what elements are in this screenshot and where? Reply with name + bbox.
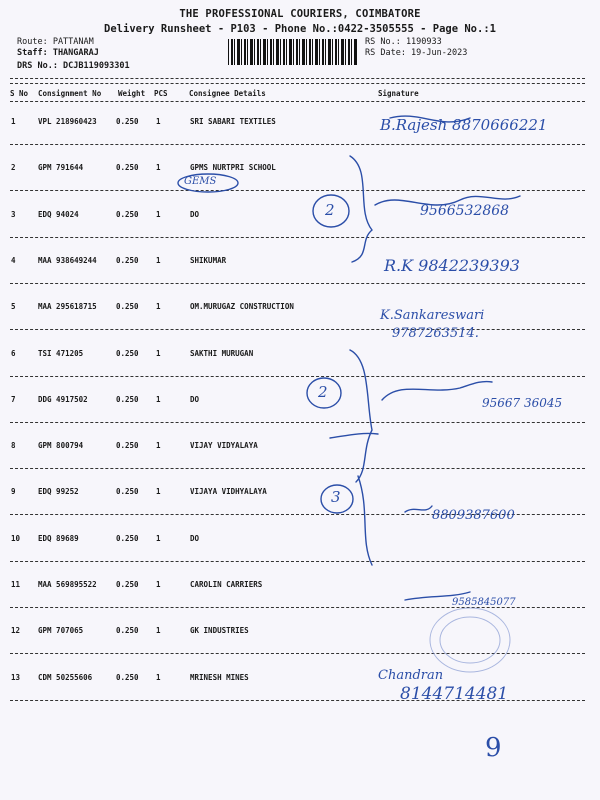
row-consignment-no: MAA 938649244 xyxy=(38,255,97,265)
runsheet-title: Delivery Runsheet - P103 - Phone No.:0422-3505555 - Page No.:1 xyxy=(104,23,496,35)
col-pcs-header: PCS xyxy=(154,89,168,98)
row-sno: 5 xyxy=(11,302,16,312)
row-consignment-no: DDG 4917502 xyxy=(38,394,88,404)
sig9-stroke xyxy=(405,506,432,512)
row-consignment-no: MAA 569895522 xyxy=(38,580,97,589)
signature-row-1: B.Rajesh 8870666221 xyxy=(380,116,548,134)
row-consignment-no: EDQ 99252 xyxy=(38,487,79,497)
signature-row-5-name: K.Sankareswari xyxy=(380,308,485,323)
col-sno-header: S No xyxy=(10,89,29,98)
row-weight: 0.250 xyxy=(116,302,139,312)
row-divider xyxy=(10,422,585,423)
row-consignment-no: VPL 218960423 xyxy=(38,117,97,126)
row-sno: 1 xyxy=(11,117,16,126)
row-consignment-no: GPM 800794 xyxy=(38,441,84,451)
row-divider xyxy=(10,283,585,284)
signature-row-5-phone: 9787263514. xyxy=(392,326,479,341)
gems-note: GEMS xyxy=(184,176,217,187)
row-weight: 0.250 xyxy=(116,533,139,543)
staff: Staff: THANGARAJ xyxy=(17,48,99,58)
row-weight: 0.250 xyxy=(116,348,139,358)
rs-number: RS No.: 1190933 xyxy=(365,37,442,47)
row-weight: 0.250 xyxy=(116,487,139,497)
row-consignee: OM.MURUGAZ CONSTRUCTION xyxy=(190,302,294,312)
row-consignment-no: MAA 295618715 xyxy=(38,302,97,312)
row-pcs: 1 xyxy=(156,394,161,404)
signature-row-11: 9585845077 xyxy=(452,597,516,608)
row-pcs: 1 xyxy=(156,302,161,312)
row-pcs: 1 xyxy=(156,163,161,173)
sig7-stroke xyxy=(382,382,492,400)
rubber-stamp xyxy=(430,608,510,672)
row-sno: 12 xyxy=(11,626,21,636)
row-divider xyxy=(10,653,585,654)
row-divider xyxy=(10,237,585,238)
circle-2a-label: 2 xyxy=(325,201,335,219)
company-name: THE PROFESSIONAL COURIERS, COIMBATORE xyxy=(179,8,421,20)
row-consignee: VIJAYA VIDHYALAYA xyxy=(190,487,267,497)
route: Route: PATTANAM xyxy=(17,37,94,47)
barcode xyxy=(228,39,358,65)
row-consignee: SAKTHI MURUGAN xyxy=(190,348,254,358)
row-weight: 0.250 xyxy=(116,117,139,126)
header-divider xyxy=(10,83,585,84)
row-consignee: SHIKUMAR xyxy=(190,255,227,265)
bracket-tail xyxy=(330,433,378,438)
signature-row-9: 8809387600 xyxy=(432,508,515,523)
row-pcs: 1 xyxy=(156,348,161,358)
row-pcs: 1 xyxy=(156,209,161,219)
signature-row-13-phone: 8144714481 xyxy=(400,684,509,704)
row-sno: 9 xyxy=(11,487,16,497)
row-divider xyxy=(10,376,585,377)
row-weight: 0.250 xyxy=(116,394,139,404)
row-sno: 7 xyxy=(11,394,16,404)
row-pcs: 1 xyxy=(156,255,161,265)
row-divider xyxy=(10,190,585,191)
row-consignment-no: GPM 791644 xyxy=(38,163,84,173)
row-sno: 13 xyxy=(11,672,21,682)
circle-3-label: 3 xyxy=(331,488,341,506)
circle-2b-label: 2 xyxy=(318,383,328,401)
row-consignment-no: CDM 50255606 xyxy=(38,672,93,682)
row-consignee: GPMS NURTPRI SCHOOL xyxy=(190,163,276,173)
row-weight: 0.250 xyxy=(116,163,139,173)
col-weight-header: Weight xyxy=(118,89,146,98)
row-divider xyxy=(10,144,585,145)
row-weight: 0.250 xyxy=(116,209,139,219)
row-consignee: VIJAY VIDYALAYA xyxy=(190,441,258,451)
signature-row-3: 9566532868 xyxy=(420,203,510,219)
row-pcs: 1 xyxy=(156,533,161,543)
bracket-lower xyxy=(358,476,372,565)
row-sno: 2 xyxy=(11,163,16,173)
row-sno: 11 xyxy=(11,580,21,589)
row-pcs: 1 xyxy=(156,626,161,636)
row-consignment-no: EDQ 94024 xyxy=(38,209,79,219)
row-weight: 0.250 xyxy=(116,441,139,451)
row-sno: 4 xyxy=(11,255,16,265)
row-pcs: 1 xyxy=(156,672,161,682)
row-sno: 10 xyxy=(11,533,21,543)
rs-date: RS Date: 19-Jun-2023 xyxy=(365,48,468,58)
row-weight: 0.250 xyxy=(116,580,139,589)
row-consignment-no: GPM 707065 xyxy=(38,626,84,636)
row-consignee: DO xyxy=(190,533,200,543)
page-count-mark: 9 xyxy=(485,733,502,763)
row-pcs: 1 xyxy=(156,117,161,126)
signature-row-4: R.K 9842239393 xyxy=(384,256,520,275)
row-consignee: DO xyxy=(190,209,200,219)
header-divider xyxy=(10,101,585,102)
row-pcs: 1 xyxy=(156,487,161,497)
row-divider xyxy=(10,329,585,330)
row-consignee: GK INDUSTRIES xyxy=(190,626,249,636)
row-consignment-no: TSI 471205 xyxy=(38,348,84,358)
header-divider xyxy=(10,78,585,79)
row-consignee: MRINESH MINES xyxy=(190,672,249,682)
row-consignee: SRI SABARI TEXTILES xyxy=(190,117,276,126)
signature-row-13-name: Chandran xyxy=(378,668,444,683)
row-divider xyxy=(10,468,585,469)
row-consignment-no: EDQ 89689 xyxy=(38,533,79,543)
col-consignee-header: Consignee Details xyxy=(189,89,266,98)
col-signature-header: Signature xyxy=(378,89,419,98)
bracket-middle xyxy=(350,350,372,482)
drs-number: DRS No.: DCJB119093301 xyxy=(17,61,130,71)
row-pcs: 1 xyxy=(156,441,161,451)
row-weight: 0.250 xyxy=(116,255,139,265)
row-consignee: DO xyxy=(190,394,200,404)
row-sno: 3 xyxy=(11,209,16,219)
signature-row-7: 95667 36045 xyxy=(482,396,563,410)
row-sno: 8 xyxy=(11,441,16,451)
row-consignee: CAROLIN CARRIERS xyxy=(190,580,263,589)
row-divider xyxy=(10,561,585,562)
row-sno: 6 xyxy=(11,348,16,358)
row-weight: 0.250 xyxy=(116,672,139,682)
col-consignment-header: Consignment No xyxy=(38,89,102,98)
bracket-top xyxy=(350,156,372,262)
row-weight: 0.250 xyxy=(116,626,139,636)
row-pcs: 1 xyxy=(156,580,161,589)
